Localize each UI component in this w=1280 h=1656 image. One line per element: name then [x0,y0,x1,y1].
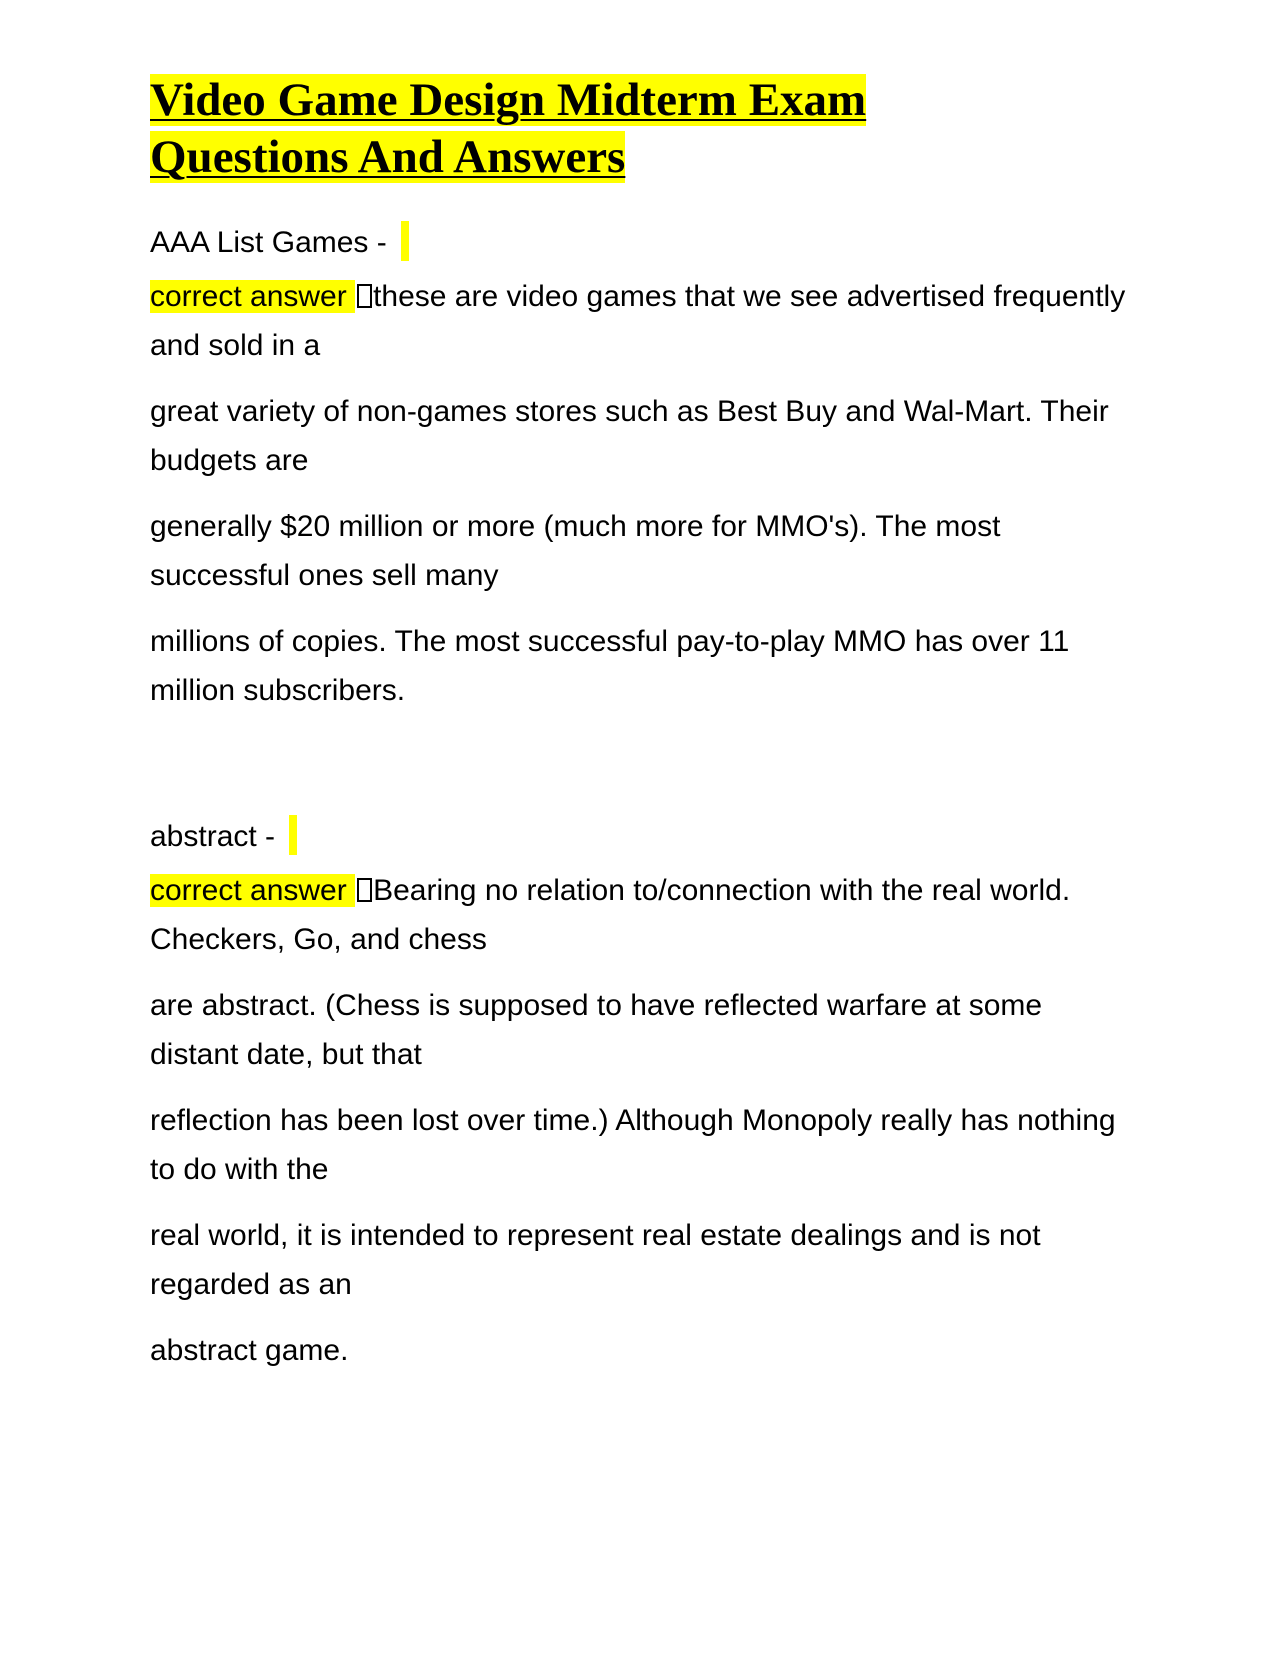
term-line [150,812,1130,861]
answer-paragraph: are abstract. (Chess is supposed to have reflected warfare at some distant date, but that [150,989,1043,1071]
answer-paragraph [150,866,1130,964]
highlight-marker [289,815,297,855]
term-label: AAA List Games - [150,226,396,259]
title-line-1: Video Game Design Midterm Exam [150,74,867,126]
term-line [150,218,1130,267]
correct-answer-label: correct answer [150,280,356,313]
correct-answer-label: correct answer [150,874,356,907]
qa-entry-aaa-list-games [150,218,1130,715]
document-title [150,72,1130,186]
answer-paragraph: generally $20 million or more (much more for MMO's). The most successful ones sell many [150,510,1001,592]
missing-glyph-box-icon [357,284,372,308]
title-line-2: Questions And Answers [150,131,626,183]
answer-paragraph: great variety of non-games stores such as Best Buy and Wal-Mart. Their budgets are [150,395,1109,477]
document-page [150,72,1130,1392]
answer-paragraph: reflection has been lost over time.) Although Monopoly really has nothing to do with the [150,1104,1116,1186]
highlight-marker [401,221,409,261]
answer-paragraph [150,272,1130,370]
qa-entry-abstract [150,812,1130,1375]
term-label: abstract - [150,820,284,853]
answer-paragraph: abstract game. [150,1334,349,1367]
answer-paragraph: real world, it is intended to represent real estate dealings and is not regarded as an [150,1219,1041,1301]
missing-glyph-box-icon [357,878,372,902]
answer-paragraph: millions of copies. The most successful pay-to-play MMO has over 11 million subscribers. [150,625,1070,707]
answer-text: Bearing no relation to/connection with the real world. Checkers, Go, and chess [150,874,1071,956]
answer-text: these are video games that we see advertised frequently and sold in a [150,280,1126,362]
